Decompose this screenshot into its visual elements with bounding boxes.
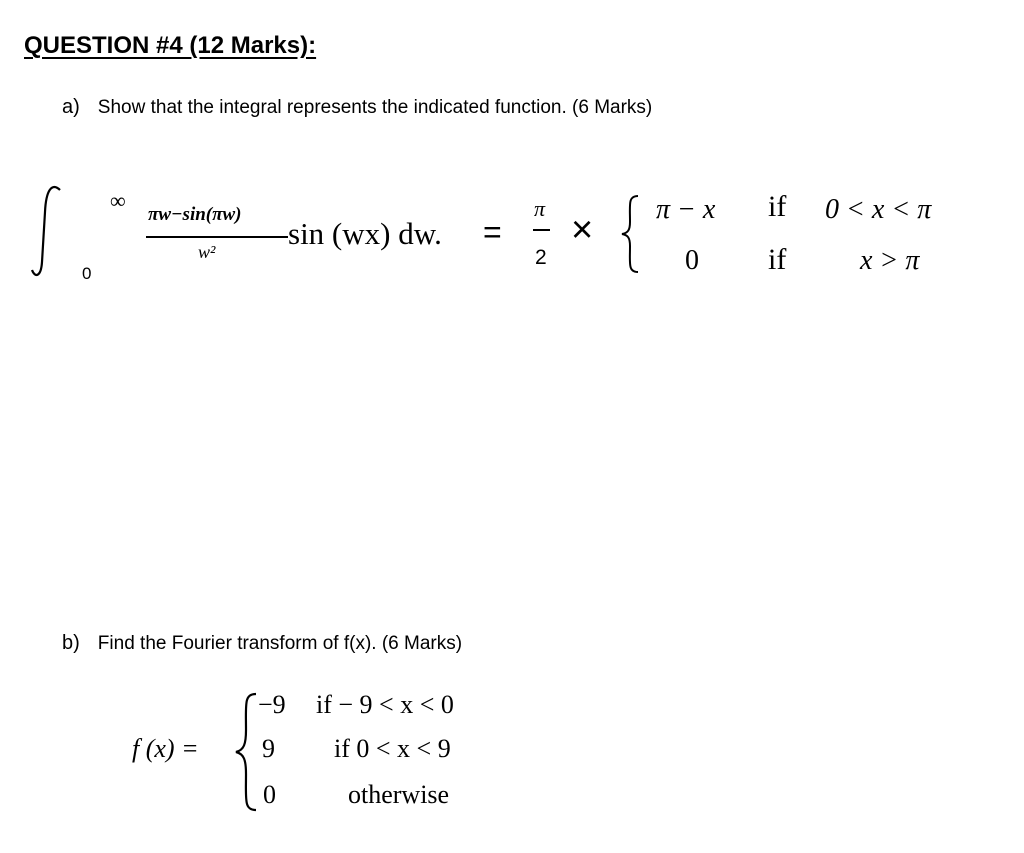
case1-condition-b: if − 9 < x < 0 bbox=[316, 690, 454, 719]
fraction-denominator: w² bbox=[198, 242, 216, 262]
integral-lower-limit: 0 bbox=[82, 264, 92, 283]
pi-numerator: π bbox=[534, 196, 546, 221]
part-a-letter: a) bbox=[62, 96, 80, 118]
equals-sign: = bbox=[483, 214, 502, 250]
function-lhs: f (x) = bbox=[132, 734, 199, 763]
left-brace bbox=[618, 192, 646, 276]
case2-condition: x > π bbox=[860, 245, 920, 276]
case1-if: if bbox=[768, 190, 787, 223]
case2-condition-b: if 0 < x < 9 bbox=[334, 734, 451, 763]
case2-if: if bbox=[768, 243, 787, 276]
case3-value: 0 bbox=[263, 780, 276, 809]
fraction-numerator: πw−sin(πw) bbox=[148, 204, 242, 225]
part-a-text: Show that the integral represents the indicated function. (6 Marks) bbox=[97, 97, 653, 118]
fraction-bar bbox=[146, 236, 288, 238]
integral-sign bbox=[30, 182, 70, 282]
two-denominator: 2 bbox=[535, 246, 547, 269]
case1-condition: 0 < x < π bbox=[825, 194, 932, 225]
case1-expression: π − x bbox=[656, 194, 716, 225]
integral-upper-limit: ∞ bbox=[110, 188, 126, 213]
question-title: QUESTION #4 (12 Marks): bbox=[24, 32, 317, 59]
pi-fraction-bar bbox=[533, 229, 550, 231]
case1-value: −9 bbox=[258, 690, 286, 719]
case2-expression: 0 bbox=[685, 245, 699, 276]
case3-condition-b: otherwise bbox=[348, 780, 450, 809]
part-b-heading bbox=[62, 632, 462, 655]
times-sign: × bbox=[571, 209, 594, 251]
part-a-heading bbox=[62, 96, 652, 119]
part-b-letter: b) bbox=[62, 632, 80, 654]
integrand-rest: sin (wx) dw. bbox=[288, 216, 442, 251]
part-b-text: Find the Fourier transform of f(x). (6 Marks) bbox=[97, 633, 463, 654]
case2-value: 9 bbox=[262, 734, 275, 763]
